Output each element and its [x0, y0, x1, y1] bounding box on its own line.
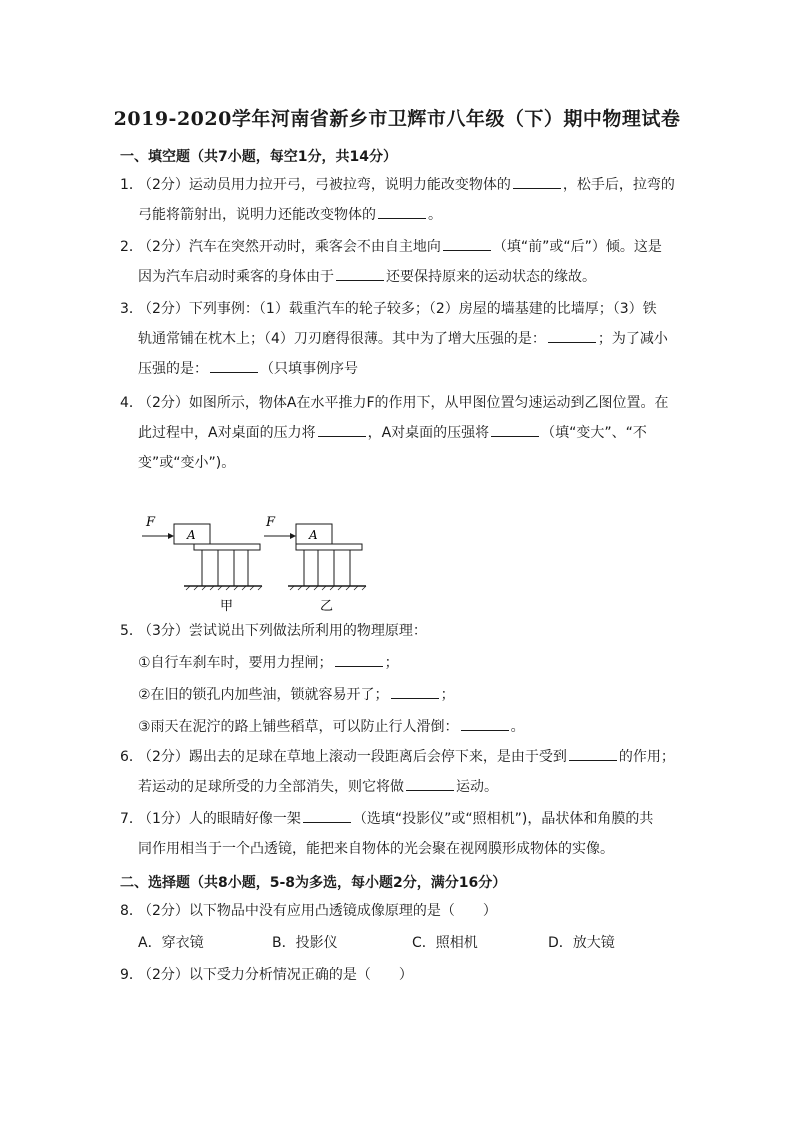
- answer-blank[interactable]: [303, 808, 351, 823]
- option-b[interactable]: B．投影仪: [272, 935, 338, 951]
- question-number: 8．: [120, 903, 143, 919]
- question-text: （2分）下列事例：（1）载重汽车的轮子较多；（2）房屋的墙基建的比墙厚；（3）铁: [138, 301, 657, 317]
- question-number: 6．: [120, 749, 143, 765]
- question-number: 4．: [120, 395, 143, 411]
- question-text: ；: [440, 687, 455, 703]
- question-number: 3．: [120, 301, 143, 317]
- question-text: 同作用相当于一个凸透镜，能把来自物体的光会聚在视网膜形成物体的实像。: [138, 841, 614, 857]
- question-text: 还要保持原来的运动状态的缘故。: [386, 269, 596, 285]
- answer-blank[interactable]: [443, 236, 491, 251]
- force-arrowhead: [290, 533, 296, 539]
- answer-blank[interactable]: [548, 328, 596, 343]
- figure-block-on-table: [138, 510, 278, 615]
- question-text: （3分）尝试说出下列做法所利用的物理原理：: [138, 623, 427, 639]
- question-text: 轨通常铺在枕木上；（4）刀刃磨得很薄。其中为了增大压强的是：: [138, 331, 546, 347]
- question-number: 7．: [120, 811, 143, 827]
- answer-blank[interactable]: [210, 358, 258, 373]
- answer-blank[interactable]: [391, 684, 439, 699]
- answer-blank[interactable]: [461, 716, 509, 731]
- force-label: F: [266, 515, 276, 530]
- question-text: 因为汽车启动时乘客的身体由于: [138, 269, 334, 285]
- table-top: [194, 544, 260, 550]
- question-5: [120, 616, 680, 646]
- answer-blank[interactable]: [491, 422, 539, 437]
- question-text: ；为了减小: [597, 331, 668, 347]
- question-9: [120, 960, 680, 990]
- question-2: [120, 232, 680, 292]
- question-text: 压强的是：: [138, 361, 208, 377]
- question-number: 5．: [120, 623, 143, 639]
- question-number: 2．: [120, 239, 143, 255]
- question-5-item-1: [138, 648, 399, 678]
- answer-blank[interactable]: [318, 422, 366, 437]
- question-text: （2分）踢出去的足球在草地上滚动一段距离后会停下来，是由于受到: [138, 749, 567, 765]
- question-text: （填“变大”、“不: [541, 425, 647, 441]
- option-d[interactable]: D．放大镜: [548, 935, 615, 951]
- question-7: [120, 804, 680, 864]
- table-top: [296, 544, 362, 550]
- section-heading-multiple-choice: 二、选择题（共8小题，5-8为多选，每小题2分，满分16分）: [120, 875, 507, 891]
- question-text: （选填“投影仪”或“照相机”)，晶状体和角膜的共: [352, 811, 654, 827]
- block-a-label: A: [187, 528, 196, 542]
- figure-block-on-table-right: [262, 510, 402, 615]
- question-8: [120, 896, 680, 926]
- question-5-item-2: [138, 680, 455, 710]
- question-text: 若运动的足球所受的力全部消失，则它将做: [138, 779, 404, 795]
- question-text: 变”或“变小”)。: [138, 455, 236, 471]
- figure-left: [142, 515, 262, 614]
- answer-blank[interactable]: [378, 204, 426, 219]
- question-text: （只填事例序号: [260, 361, 358, 377]
- question-text: ；: [384, 655, 399, 671]
- question-number: 1．: [120, 177, 143, 193]
- figure-right: [264, 515, 366, 614]
- caption-right: 乙: [320, 599, 334, 614]
- answer-blank[interactable]: [335, 652, 383, 667]
- block-a-label: A: [309, 528, 318, 542]
- question-text: 此过程中，A对桌面的压力将: [138, 425, 316, 441]
- force-arrowhead: [168, 533, 174, 539]
- question-text: （2分）如图所示，物体A在水平推力F的作用下，从甲图位置匀速运动到乙图位置。在: [138, 395, 669, 411]
- caption-left: 甲: [220, 599, 234, 614]
- question-text: 。: [510, 719, 525, 735]
- question-text: （2分）以下受力分析情况正确的是（ ）: [138, 967, 413, 983]
- page-title: 2019-2020学年河南省新乡市卫辉市八年级（下）期中物理试卷: [113, 108, 681, 130]
- question-text: （2分）运动员用力拉开弓，弓被拉弯，说明力能改变物体的: [138, 177, 511, 193]
- question-text: （2分）以下物品中没有应用凸透镜成像原理的是（ ）: [138, 903, 497, 919]
- question-1: [120, 170, 680, 230]
- question-text: （填“前”或“后”）倾。这是: [492, 239, 662, 255]
- force-label: F: [146, 515, 156, 530]
- answer-blank[interactable]: [406, 776, 454, 791]
- question-text: （1分）人的眼睛好像一架: [138, 811, 301, 827]
- answer-blank[interactable]: [513, 174, 561, 189]
- question-text: ，A对桌面的压强将: [367, 425, 490, 441]
- question-6: [120, 742, 680, 802]
- option-c[interactable]: C．照相机: [412, 935, 478, 951]
- question-3: [120, 294, 680, 384]
- question-text: 的作用；: [618, 749, 675, 765]
- question-5-item-3: [138, 712, 525, 742]
- question-text: ，松手后，拉弯的: [562, 177, 675, 193]
- question-text: 。: [428, 207, 442, 223]
- section-heading-fill-in: 一、填空题（共7小题，每空1分，共14分）: [120, 149, 397, 165]
- question-text: 弓能将箭射出，说明力还能改变物体的: [138, 207, 376, 223]
- question-text: （2分）汽车在突然开动时，乘客会不由自主地向: [138, 239, 441, 255]
- question-4: [120, 388, 680, 478]
- question-text: ③雨天在泥泞的路上铺些稻草，可以防止行人滑倒：: [138, 719, 459, 735]
- question-text: ①自行车刹车时，要用力捏闸；: [138, 655, 333, 671]
- question-text: ②在旧的锁孔内加些油，锁就容易开了；: [138, 687, 389, 703]
- question-text: 运动。: [456, 779, 498, 795]
- answer-blank[interactable]: [336, 266, 384, 281]
- option-a[interactable]: A．穿衣镜: [138, 935, 204, 951]
- answer-blank[interactable]: [569, 746, 617, 761]
- question-number: 9．: [120, 967, 143, 983]
